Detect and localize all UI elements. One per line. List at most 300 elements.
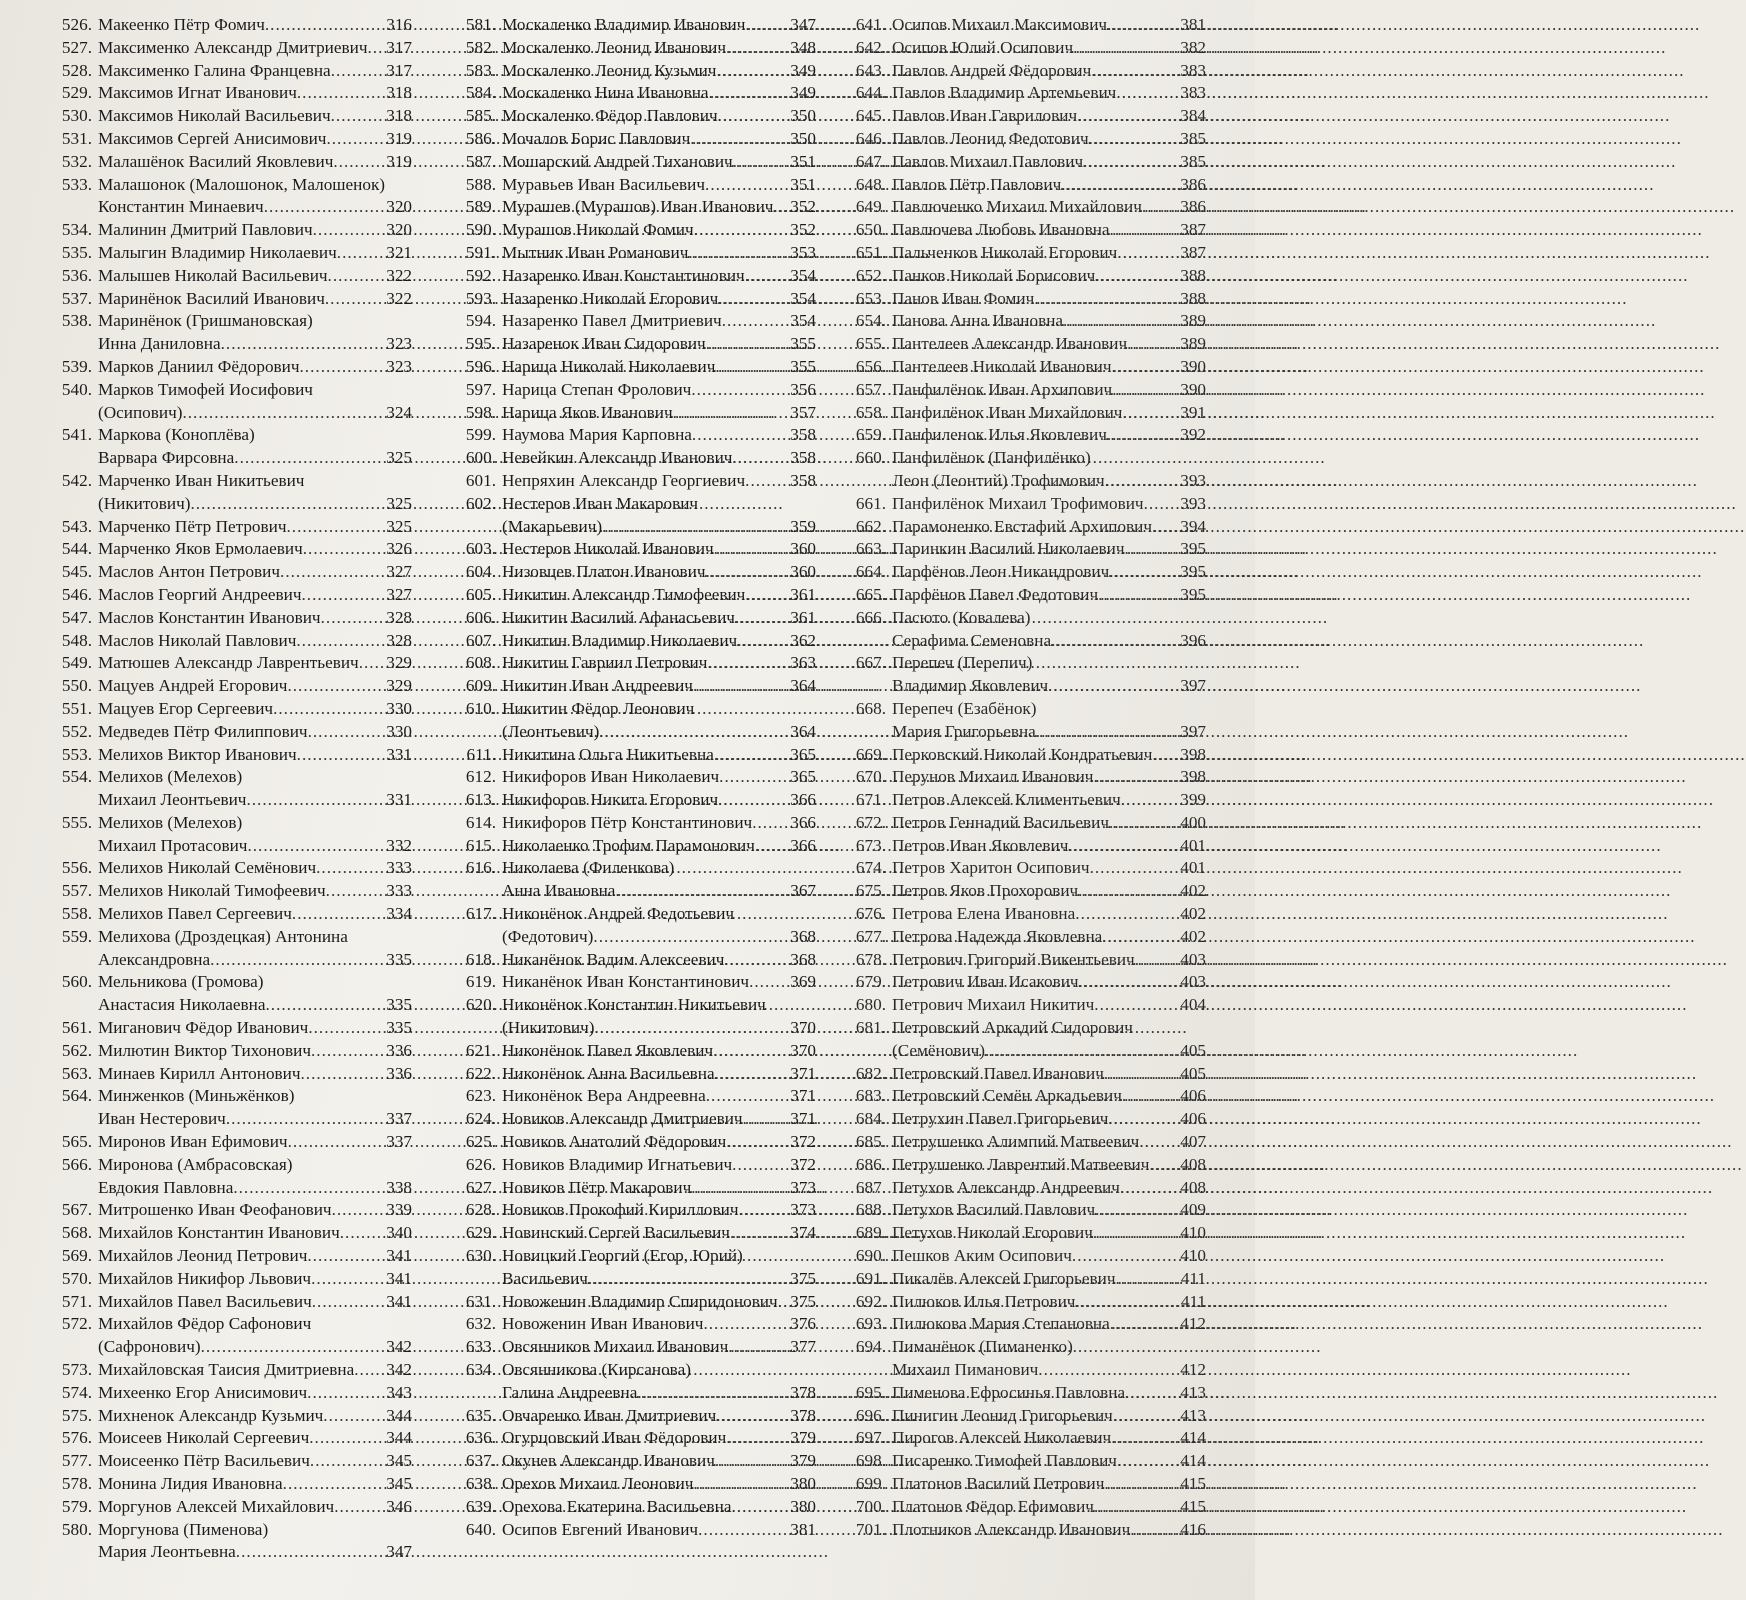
entry-name: Панфилёнок Иван Михайлович	[892, 402, 1123, 422]
dot-leader	[719, 766, 789, 789]
entry-line	[846, 766, 1206, 789]
entry-name: Малинин Дмитрий Павлович	[98, 220, 313, 240]
entry-page-number: 412	[1180, 1314, 1206, 1334]
entry-line	[456, 356, 816, 379]
entry-page-number: 345	[386, 1474, 412, 1493]
index-entry	[846, 333, 1206, 356]
dot-leader	[310, 1450, 385, 1473]
entry-line	[52, 1541, 412, 1564]
index-entry	[846, 857, 1206, 880]
entry-line	[846, 857, 1206, 880]
entry-line	[52, 789, 412, 812]
index-entry	[456, 1519, 816, 1542]
entry-name: Михайлов Павел Васильевич	[98, 1291, 312, 1311]
entry-number: 674.	[855, 858, 886, 878]
entry-page-number: 342	[386, 1337, 412, 1357]
entry-number: 528.	[61, 60, 92, 80]
dot-leader	[1034, 288, 1179, 311]
entry-page-number: 409	[1180, 1200, 1206, 1220]
entry-number: 590.	[465, 220, 496, 240]
entry-page-number: 369	[790, 972, 816, 992]
entry-line	[846, 1222, 1206, 1245]
dot-leader	[1051, 630, 1179, 653]
entry-number: 649.	[855, 197, 886, 217]
index-entry	[52, 14, 412, 37]
entry-number: 559.	[61, 926, 92, 946]
index-entry	[52, 288, 412, 311]
entry-page-number: 413	[1180, 1405, 1206, 1425]
entry-page-number: 388	[1180, 265, 1206, 285]
index-entry	[456, 60, 816, 83]
entry-name: Маринёнок Василий Иванович	[98, 288, 325, 308]
entry-name: Матюшев Александр Лаврентьевич	[98, 653, 359, 673]
entry-name: Платонов Василий Петрович	[892, 1474, 1105, 1493]
entry-number: 668.	[855, 698, 886, 718]
index-entry	[456, 1291, 816, 1314]
dot-leader	[1077, 105, 1179, 128]
entry-number: 602.	[465, 493, 496, 513]
index-entry	[846, 1473, 1206, 1496]
entry-number: 558.	[61, 904, 92, 924]
entry-line	[52, 1222, 412, 1245]
index-entry	[456, 242, 816, 265]
entry-page-number: 349	[790, 83, 816, 103]
entry-page-number: 402	[1180, 926, 1206, 946]
entry-name: Малышев Николай Васильевич	[98, 265, 328, 285]
entry-name: Михайловская Таисия Дмитриевна	[98, 1360, 355, 1380]
dot-leader	[301, 584, 385, 607]
entry-name: Никитин Фёдор Леонович	[502, 698, 695, 718]
entry-page-number: 336	[386, 1063, 412, 1083]
dot-leader	[311, 1040, 385, 1063]
entry-number: 608.	[465, 653, 496, 673]
dot-leader	[340, 1222, 386, 1245]
entry-page-number: 351	[790, 151, 816, 171]
entry-name: Милютин Виктор Тихонович	[98, 1040, 311, 1060]
entry-line	[456, 971, 816, 994]
entry-line	[846, 288, 1206, 311]
entry-name-continuation: Константин Минаевич	[98, 197, 264, 217]
dot-leader	[307, 1245, 385, 1268]
entry-line	[52, 105, 412, 128]
dot-leader	[715, 1450, 789, 1473]
dot-leader	[354, 1359, 385, 1382]
entry-page-number: 328	[386, 630, 412, 650]
entry-number: 661.	[855, 493, 886, 513]
entry-number: 557.	[61, 881, 92, 901]
entry-number: 592.	[465, 265, 496, 285]
entry-page-number: 370	[790, 1018, 816, 1038]
entry-name: Писаренко Тимофей Павлович	[892, 1451, 1117, 1471]
dot-leader	[201, 1336, 386, 1359]
entry-number: 578.	[61, 1474, 92, 1493]
entry-name: Петрович Григорий Викентьевич	[892, 949, 1135, 969]
entry-line	[456, 538, 816, 561]
entry-page-number: 380	[790, 1474, 816, 1493]
entry-name-continuation: Инна Даниловна	[98, 334, 221, 354]
entry-page-number: 389	[1180, 311, 1206, 331]
index-entry	[846, 1382, 1206, 1405]
entry-page-number: 363	[790, 653, 816, 673]
entry-name: Мелихов Николай Семёнович	[98, 858, 317, 878]
dot-leader	[1093, 766, 1179, 789]
entry-name: Пирогов Алексей Николаевич	[892, 1428, 1112, 1448]
entry-name: Непряхин Александр Георгиевич	[502, 470, 746, 490]
entry-page-number: 368	[790, 926, 816, 946]
entry-line	[52, 721, 412, 744]
entry-page-number: 415	[1180, 1474, 1206, 1493]
entry-name: Панова Анна Ивановна	[892, 311, 1064, 331]
entry-name: Новоженин Иван Иванович	[502, 1314, 704, 1334]
entry-name-continuation: Васильевич	[502, 1268, 588, 1288]
index-entry	[52, 880, 412, 903]
entry-number: 678.	[855, 949, 886, 969]
entry-number: 627.	[465, 1177, 496, 1197]
entry-line	[456, 174, 816, 197]
entry-line	[846, 310, 1206, 333]
entry-line	[52, 1245, 412, 1268]
entry-name: Никитин Иван Андреевич	[502, 676, 693, 696]
entry-line	[846, 196, 1206, 219]
entry-name: Плотников Александр Иванович	[892, 1519, 1131, 1539]
entry-page-number: 375	[790, 1268, 816, 1288]
entry-line	[846, 493, 1206, 516]
dot-leader	[1142, 196, 1179, 219]
entry-page-number: 322	[386, 265, 412, 285]
dot-leader	[1104, 1473, 1179, 1496]
entry-number: 576.	[61, 1428, 92, 1448]
entry-name: Никитин Василий Афанасьевич	[502, 607, 735, 627]
index-entry	[846, 310, 1206, 333]
index-entry	[456, 1450, 816, 1473]
entry-number: 660.	[855, 448, 886, 468]
index-entry	[846, 288, 1206, 311]
index-entry	[846, 379, 1206, 402]
entry-page-number: 317	[386, 37, 412, 57]
entry-line	[52, 538, 412, 561]
entry-line	[846, 447, 1206, 470]
entry-line	[52, 607, 412, 630]
entry-page-number: 348	[790, 37, 816, 57]
entry-line	[846, 630, 1206, 653]
entry-number: 675.	[855, 881, 886, 901]
entry-page-number: 370	[790, 1040, 816, 1060]
entry-number: 690.	[855, 1246, 886, 1266]
index-entry	[846, 1291, 1206, 1314]
index-entry	[846, 698, 1206, 744]
entry-number: 679.	[855, 972, 886, 992]
entry-name: Никанёнок Иван Константинович	[502, 972, 750, 992]
entry-number: 562.	[61, 1040, 92, 1060]
entry-page-number: 381	[1180, 15, 1206, 34]
entry-line	[846, 1063, 1206, 1086]
dot-leader	[690, 128, 789, 151]
entry-number: 594.	[465, 311, 496, 331]
index-entry	[456, 994, 816, 1040]
entry-name: Мацуев Андрей Егорович	[98, 676, 288, 696]
entry-number: 565.	[61, 1132, 92, 1152]
dot-leader	[1120, 1177, 1179, 1200]
dot-leader	[301, 1063, 386, 1086]
entry-page-number: 377	[790, 1337, 816, 1357]
entry-line	[52, 1313, 412, 1336]
dot-leader	[593, 926, 789, 949]
entry-number: 623.	[465, 1086, 496, 1106]
dot-leader	[745, 265, 790, 288]
entry-page-number: 378	[790, 1382, 816, 1402]
entry-line	[846, 1199, 1206, 1222]
entry-page-number: 396	[1180, 630, 1206, 650]
dot-leader	[331, 105, 386, 128]
dot-leader	[1107, 14, 1179, 37]
index-entry	[52, 652, 412, 675]
entry-page-number: 379	[790, 1428, 816, 1448]
entry-number: 636.	[465, 1428, 496, 1448]
dot-leader	[706, 333, 790, 356]
entry-line	[846, 652, 1206, 675]
entry-name: Новоженин Владимир Спиридонович	[502, 1291, 778, 1311]
entry-line	[456, 196, 816, 219]
index-entry	[52, 584, 412, 607]
entry-page-number: 410	[1180, 1246, 1206, 1266]
entry-line	[846, 402, 1206, 425]
index-entry	[52, 1017, 412, 1040]
entry-page-number: 383	[1180, 83, 1206, 103]
entry-page-number: 383	[1180, 60, 1206, 80]
entry-line	[52, 37, 412, 60]
entry-line	[456, 242, 816, 265]
entry-name: Павлов Иван Гаврилович	[892, 106, 1078, 126]
entry-page-number: 335	[386, 949, 412, 969]
entry-number: 684.	[855, 1109, 886, 1129]
index-entry	[846, 949, 1206, 972]
dot-leader	[691, 1177, 789, 1200]
entry-name: Перковский Николай Кондратьевич	[892, 744, 1153, 764]
entry-line	[456, 1040, 816, 1063]
entry-page-number: 352	[790, 220, 816, 240]
entry-name: Петрович Иван Исакович	[892, 972, 1079, 992]
dot-leader	[718, 288, 789, 311]
index-entry	[52, 1245, 412, 1268]
dot-leader	[735, 607, 789, 630]
entry-number: 657.	[855, 379, 886, 399]
entry-page-number: 393	[1180, 493, 1206, 513]
entry-name: Монина Лидия Ивановна	[98, 1474, 283, 1493]
entry-line	[846, 1268, 1206, 1291]
index-column-1	[52, 14, 412, 1564]
index-entry	[456, 151, 816, 174]
dot-leader	[718, 789, 789, 812]
entry-line	[846, 1131, 1206, 1154]
entry-line	[456, 812, 816, 835]
entry-line	[52, 82, 412, 105]
entry-name: Николаенко Трофим Парамонович	[502, 835, 755, 855]
entry-line	[52, 880, 412, 903]
dot-leader	[1102, 926, 1179, 949]
entry-page-number: 401	[1180, 835, 1206, 855]
dot-leader	[264, 196, 386, 219]
entry-number: 681.	[855, 1018, 886, 1038]
index-entry	[52, 1199, 412, 1222]
index-entry	[846, 1222, 1206, 1245]
index-entry	[52, 242, 412, 265]
entry-line	[846, 1177, 1206, 1200]
entry-page-number: 397	[1180, 721, 1206, 741]
entry-page-number: 416	[1180, 1519, 1206, 1539]
index-entry	[52, 561, 412, 584]
entry-page-number: 367	[790, 881, 816, 901]
entry-name: Михайлов Никифор Львович	[98, 1268, 312, 1288]
dot-leader	[745, 14, 789, 37]
dot-leader	[718, 105, 790, 128]
entry-line	[846, 1382, 1206, 1405]
entry-line	[456, 1336, 816, 1359]
entry-line	[846, 105, 1206, 128]
entry-line	[846, 926, 1206, 949]
entry-name: Никонёнок Вера Андреевна	[502, 1086, 706, 1106]
entry-name-continuation: Мария Леонтьевна	[98, 1542, 236, 1562]
entry-name: Никифоров Пётр Константинович	[502, 812, 753, 832]
entry-number: 579.	[61, 1496, 92, 1516]
entry-line	[52, 333, 412, 356]
entry-page-number: 362	[790, 630, 816, 650]
entry-page-number: 398	[1180, 767, 1206, 787]
entry-line	[52, 196, 412, 219]
entry-line	[846, 1336, 1206, 1359]
dot-leader	[265, 14, 385, 37]
dot-leader	[307, 1382, 385, 1405]
entry-line	[456, 1245, 816, 1268]
index-entry	[846, 37, 1206, 60]
index-entry	[456, 1473, 816, 1496]
entry-name: Москаленко Леонид Иванович	[502, 37, 727, 57]
entry-page-number: 404	[1180, 995, 1206, 1015]
index-entry	[846, 82, 1206, 105]
entry-line	[52, 402, 412, 425]
index-entry	[456, 196, 816, 219]
entry-number: 638.	[465, 1474, 496, 1493]
entry-page-number: 341	[386, 1246, 412, 1266]
entry-line	[846, 333, 1206, 356]
entry-name: Марченко Яков Ермолаевич	[98, 539, 303, 559]
index-entry	[846, 402, 1206, 425]
entry-number: 616.	[465, 858, 496, 878]
entry-number: 665.	[855, 584, 886, 604]
entry-name-continuation: Александровна	[98, 949, 211, 969]
entry-line	[456, 1427, 816, 1450]
dot-leader	[308, 1017, 385, 1040]
index-entry	[456, 1359, 816, 1405]
entry-page-number: 321	[386, 242, 412, 262]
dot-leader	[1075, 903, 1179, 926]
entry-number: 553.	[61, 744, 92, 764]
dot-leader	[1048, 675, 1179, 698]
dot-leader	[724, 949, 789, 972]
entry-page-number: 387	[1180, 220, 1206, 240]
entry-number: 612.	[465, 767, 496, 787]
entry-name-continuation: Анастасия Николаевна	[98, 995, 266, 1015]
dot-leader	[1093, 1222, 1179, 1245]
entry-name: Марков Даниил Фёдорович	[98, 356, 300, 376]
entry-name: Осипов Михаил Максимович	[892, 15, 1108, 34]
entry-page-number: 331	[386, 744, 412, 764]
entry-name: Михненок Александр Кузьмич	[98, 1405, 324, 1425]
entry-page-number: 351	[790, 174, 816, 194]
index-entry	[456, 538, 816, 561]
entry-line	[52, 1519, 412, 1542]
entry-line	[846, 880, 1206, 903]
entry-number: 587.	[465, 151, 496, 171]
index-entry	[52, 151, 412, 174]
entry-name: Пилюкова Мария Степановна	[892, 1314, 1110, 1334]
entry-line	[846, 1450, 1206, 1473]
dot-leader	[1113, 1405, 1179, 1428]
entry-line	[52, 447, 412, 470]
entry-name: Осипов Юлий Осипович	[892, 37, 1074, 57]
index-entry	[456, 174, 816, 197]
entry-name: Парфёнов Павел Федотович	[892, 584, 1099, 604]
entry-number: 566.	[61, 1154, 92, 1174]
entry-line	[846, 1085, 1206, 1108]
entry-name-continuation: Леон (Леонтий) Трофимович	[892, 470, 1105, 490]
index-entry	[456, 1040, 816, 1063]
entry-line	[52, 128, 412, 151]
index-entry	[456, 447, 816, 470]
dot-leader	[602, 516, 789, 539]
index-entry	[846, 880, 1206, 903]
entry-line	[456, 516, 816, 539]
index-entry	[456, 1313, 816, 1336]
entry-line	[846, 1473, 1206, 1496]
entry-name: Мельникова (Громова)	[98, 972, 264, 992]
entry-name: Окунев Александр Иванович	[502, 1451, 715, 1471]
dot-leader	[1083, 151, 1179, 174]
index-entry	[456, 652, 816, 675]
dot-leader	[1061, 174, 1179, 197]
index-entry	[456, 607, 816, 630]
entry-line	[846, 789, 1206, 812]
entry-line	[846, 151, 1206, 174]
entry-number: 647.	[855, 151, 886, 171]
dot-leader	[234, 447, 385, 470]
index-entry	[846, 105, 1206, 128]
entry-name: Пикалёв Алексей Григорьевич	[892, 1268, 1116, 1288]
index-entry	[846, 356, 1206, 379]
index-entry	[846, 1405, 1206, 1428]
index-entry	[846, 789, 1206, 812]
index-entry	[456, 424, 816, 447]
entry-number: 642.	[855, 37, 886, 57]
entry-line	[846, 607, 1206, 630]
entry-name: Миронова (Амбрасовская)	[98, 1154, 293, 1174]
entry-line	[456, 857, 816, 880]
entry-line	[846, 1040, 1206, 1063]
index-entry	[456, 903, 816, 949]
index-entry	[456, 1427, 816, 1450]
entry-page-number: 379	[790, 1451, 816, 1471]
dot-leader	[1122, 402, 1179, 425]
entry-name: Пинигин Леонид Григорьевич	[892, 1405, 1113, 1425]
entry-line	[456, 1405, 816, 1428]
entry-line	[456, 1291, 816, 1314]
entry-name: Митрошенко Иван Феофанович	[98, 1200, 332, 1220]
entry-line	[456, 105, 816, 128]
dot-leader	[1122, 1085, 1179, 1108]
entry-number: 610.	[465, 698, 496, 718]
entry-page-number: 325	[386, 448, 412, 468]
entry-number: 589.	[465, 197, 496, 217]
entry-line	[52, 493, 412, 516]
